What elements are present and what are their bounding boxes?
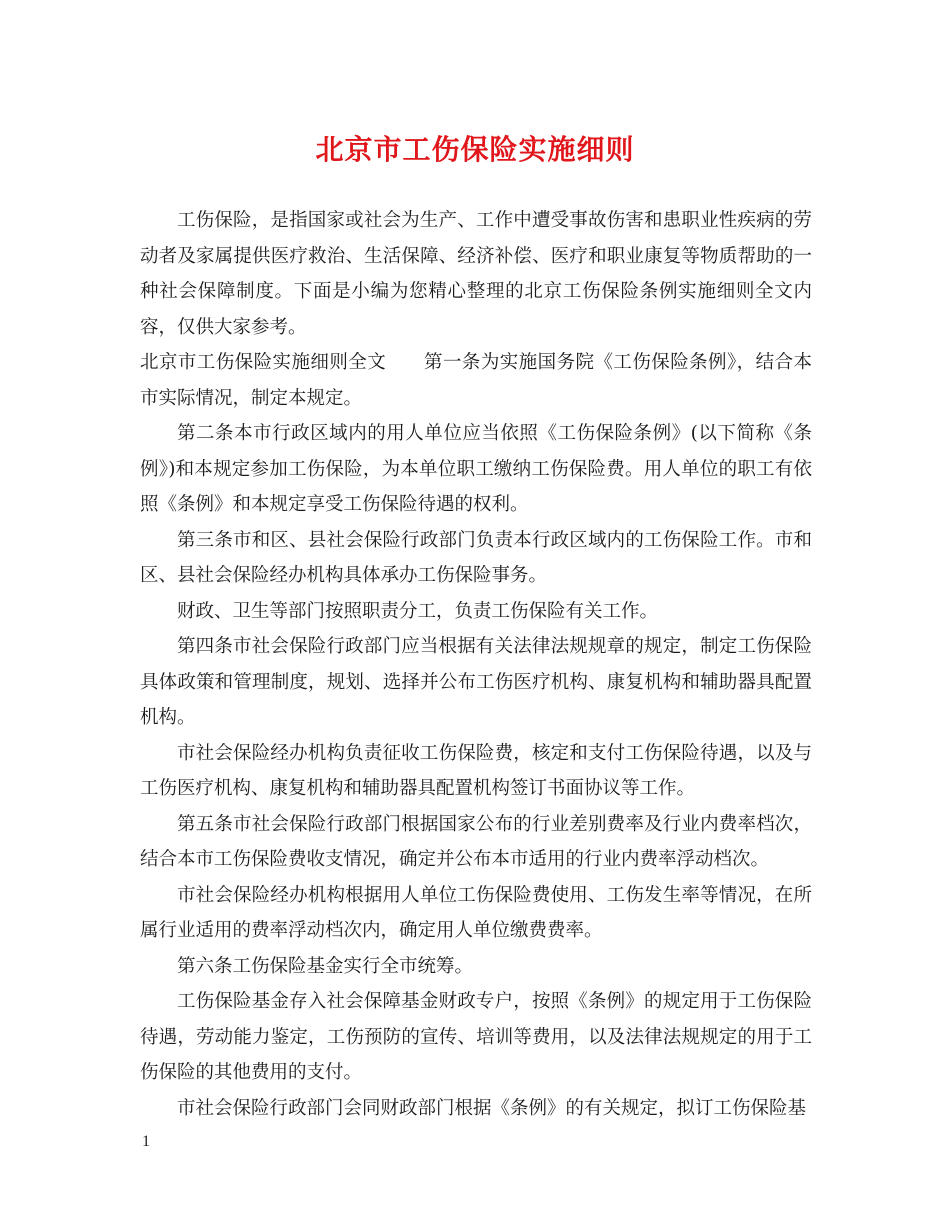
paragraph: 财政、卫生等部门按照职责分工，负责工伤保险有关工作。 [177,600,659,622]
paragraph: 第六条工伤保险基金实行全市统筹。 [177,955,474,977]
paragraph: 第二条本市行政区域内的用人单位应当依照《工伤保险条例》(以下简称《条例》)和本规定参加工伤保险，为本单位职工缴纳工伤保险费。用人单位的职工有依照《条例》和本规定享受工伤保险待遇的权利。 [140,423,812,515]
paragraph: 第三条市和区、县社会保险行政部门负责本行政区域内的工伤保险工作。市和区、县社会保险经办机构具体承办工伤保险事务。 [140,529,812,586]
page-number: 1 [142,1133,150,1150]
paragraph: 市社会保险经办机构负责征收工伤保险费，核定和支付工伤保险待遇，以及与工伤医疗机构、康复机构和辅助器具配置机构签订书面协议等工作。 [140,742,812,799]
paragraph: 北京市工伤保险实施细则全文 第一条为实施国务院《工伤保险条例》，结合本市实际情况，制定本规定。 [140,352,812,409]
paragraph: 工伤保险基金存入社会保障基金财政专户，按照《条例》的规定用于工伤保险待遇，劳动能力鉴定，工伤预防的宣传、培训等费用，以及法律法规规定的用于工伤保险的其他费用的支付。 [140,991,812,1083]
paragraph: 第四条市社会保险行政部门应当根据有关法律法规规章的规定，制定工伤保险具体政策和管理制度，规划、选择并公布工伤医疗机构、康复机构和辅助器具配置机构。 [140,636,812,728]
paragraph: 工伤保险，是指国家或社会为生产、工作中遭受事故伤害和患职业性疾病的劳动者及家属提供医疗救治、生活保障、经济补偿、医疗和职业康复等物质帮助的一种社会保障制度。下面是小编为您精心整理的北京工伤保险条例实施细则全文内容，仅供大家参考。 [140,210,812,338]
paragraph: 市社会保险行政部门会同财政部门根据《条例》的有关规定，拟订工伤保险基 [177,1097,807,1119]
paragraph: 第五条市社会保险行政部门根据国家公布的行业差别费率及行业内费率档次，结合本市工伤保险费收支情况，确定并公布本市适用的行业内费率浮动档次。 [140,813,812,870]
paragraph: 市社会保险经办机构根据用人单位工伤保险费使用、工伤发生率等情况，在所属行业适用的费率浮动档次内，确定用人单位缴费费率。 [140,884,812,941]
document-title: 北京市工伤保险实施细则 [315,133,635,166]
document-body [140,203,812,1126]
